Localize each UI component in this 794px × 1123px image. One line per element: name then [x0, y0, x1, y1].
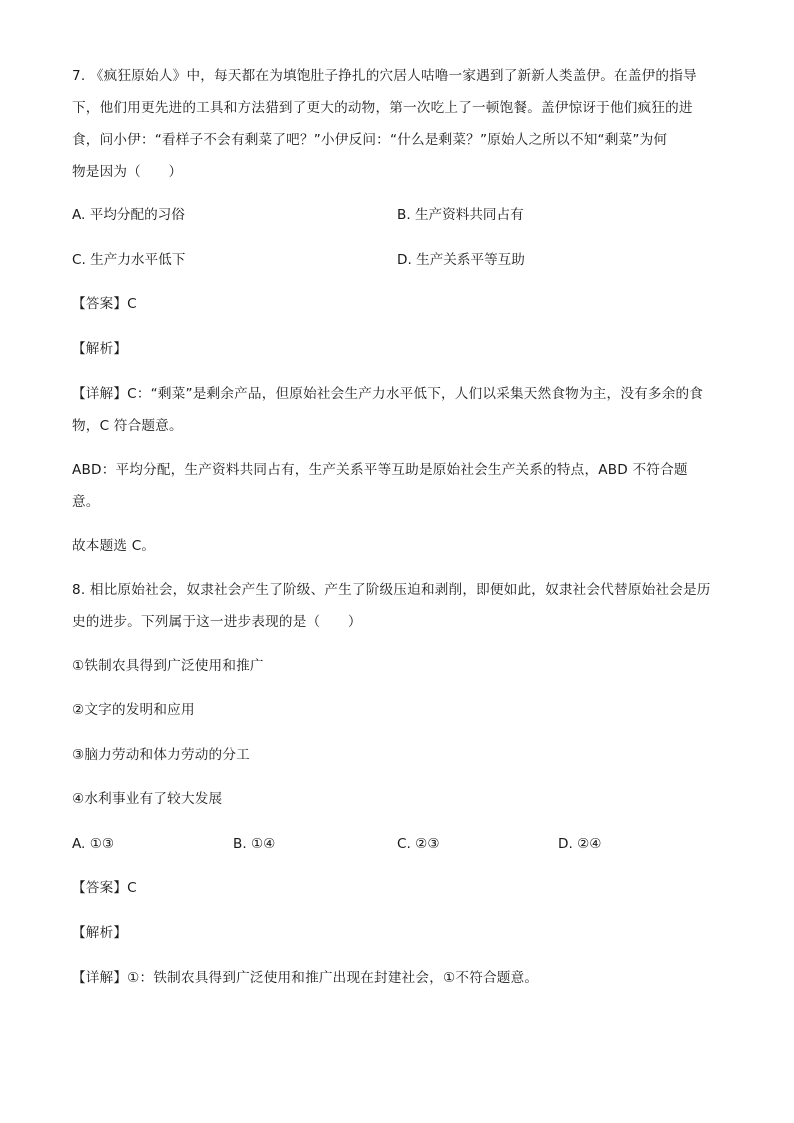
- q8-option-a: A. ①③: [72, 836, 115, 852]
- q7-analysis-label: 【解析】: [72, 341, 128, 357]
- q7-stem-line-1: 7. 《疯狂原始人》中，每天都在为填饱肚子挣扎的穴居人咕噜一家遇到了新新人类盖伊。在盖伊的指导: [72, 68, 697, 84]
- q7-abd-line-1: ABD：平均分配，生产资料共同占有，生产关系平等互助是原始社会生产关系的特点，ABD 不符合题: [72, 462, 688, 478]
- q7-abd-line-2: 意。: [72, 494, 100, 510]
- q8-statement-4: ④水利事业有了较大发展: [72, 791, 223, 807]
- q7-option-d: D. 生产关系平等互助: [397, 252, 525, 268]
- q7-stem-line-2: 下，他们用更先进的工具和方法猎到了更大的动物，第一次吃上了一顿饱餐。盖伊惊讶于他们疯狂的进: [72, 100, 693, 116]
- q8-option-d: D. ②④: [558, 836, 602, 852]
- q8-option-c: C. ②③: [397, 836, 440, 852]
- q8-answer: 【答案】C: [72, 880, 137, 896]
- q7-option-c: C. 生产力水平低下: [72, 252, 186, 268]
- q8-analysis-label: 【解析】: [72, 925, 128, 941]
- q7-option-a: A. 平均分配的习俗: [72, 207, 185, 223]
- q7-option-b: B. 生产资料共同占有: [397, 207, 524, 223]
- q7-stem-line-4: 物是因为（ ）: [72, 164, 183, 180]
- q7-conclusion: 故本题选 C。: [72, 538, 156, 554]
- q7-stem-line-3: 食，问小伊：“看样子不会有剩菜了吧？”小伊反问：“什么是剩菜？”原始人之所以不知“剩菜”为何: [72, 132, 668, 148]
- q8-option-b: B. ①④: [233, 836, 276, 852]
- q8-statement-2: ②文字的发明和应用: [72, 702, 195, 718]
- q7-answer: 【答案】C: [72, 296, 137, 312]
- q8-detail-line: 【详解】①：铁制农具得到广泛使用和推广出现在封建社会，①不符合题意。: [72, 970, 539, 986]
- q8-stem-line-1: 8. 相比原始社会，奴隶社会产生了阶级、产生了阶级压迫和剥削，即便如此，奴隶社会代替原始社会是历: [72, 582, 711, 598]
- q7-detail-line-2: 物，C 符合题意。: [72, 418, 183, 434]
- q8-stem-line-2: 史的进步。下列属于这一进步表现的是（ ）: [72, 614, 362, 630]
- q7-detail-line-1: 【详解】C：“剩菜”是剩余产品，但原始社会生产力水平低下，人们以采集天然食物为主，没有多余的食: [72, 386, 704, 402]
- q8-statement-3: ③脑力劳动和体力劳动的分工: [72, 747, 250, 763]
- q8-statement-1: ①铁制农具得到广泛使用和推广: [72, 658, 264, 674]
